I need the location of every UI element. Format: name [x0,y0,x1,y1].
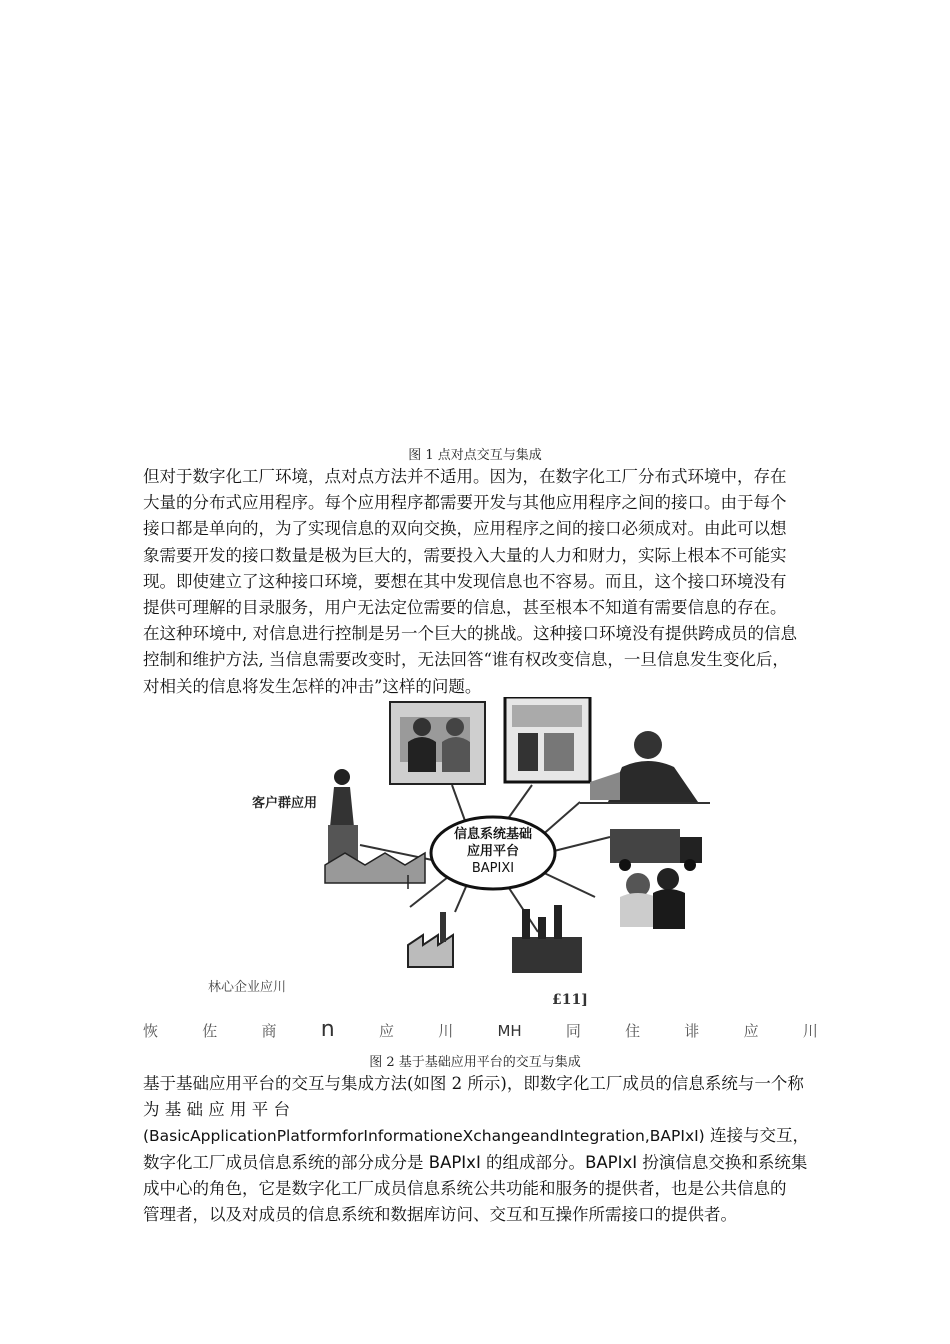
garbled-char: 商 [261,1022,277,1040]
paragraph-2-line: 管理者，以及对成员的信息系统和数据库访问、交互和互操作所需接口的提供者。 [143,1205,737,1225]
garbled-char: 川 [438,1022,454,1040]
garbled-char: 同 [565,1022,581,1040]
paragraph-2-text: 扮演信息交换和系统集 [637,1152,808,1172]
garbled-label-row [143,1017,818,1042]
justified-word: 用 [230,1100,247,1120]
paragraph-2-line [143,1150,818,1176]
justified-word: 为 [143,1100,160,1120]
platform-label-line1: 信息系统基础 [453,827,533,842]
garbled-char: 恢 [143,1022,159,1040]
factory-small-image [408,912,453,967]
justified-word: 应 [208,1100,225,1120]
garbled-char: 住 [625,1022,641,1040]
catalog-book-image [505,697,590,782]
paragraph-1-line: 现。即使建立了这种接口环境，要想在其中发现信息也不容易。而且，这个接口环境没有 [143,571,787,591]
justified-word: 基 [164,1100,182,1120]
customer-group-label: 客户群应用 [252,796,318,811]
garbled-char: 川 [802,1022,818,1040]
figure1-caption: 图 1 点对点交互与集成 [408,448,542,463]
acronym-expansion: (BasicApplicationPlatformforInformationeXchangeandIntegration,BAPIxI) [143,1127,705,1146]
paragraph-1-line: 大量的分布式应用程序。每个应用程序都需要开发与其他应用程序之间的接口。由于每个 [143,493,787,513]
acronym: BAPIxI [428,1152,481,1172]
acronym: BAPIxI [585,1152,638,1172]
garbled-char: 佐 [202,1022,218,1040]
paragraph-1-line: 接口都是单向的，为了实现信息的双向交换，应用程序之间的接口必须成对。由此可以想 [143,519,787,539]
paragraph-2-line: 基于基础应用平台的交互与集成方法(如图 2 所示)，即数字化工厂成员的信息系统与一个称 [143,1074,804,1093]
paragraph-2 [143,1071,818,1228]
figure2-caption: 图 2 基于基础应用平台的交互与集成 [369,1055,581,1070]
paragraph-2-line: 成中心的角色，它是数字化工厂成员信息系统公共功能和服务的提供者，也是公共信息的 [143,1178,787,1198]
paragraph-2-text: 连接与交互， [704,1126,809,1146]
paragraph-2-justified-line [143,1097,818,1123]
justified-word: 平 [251,1100,269,1120]
paragraph-2-text: 数字化工厂成员信息系统的部分成分是 [143,1152,429,1172]
paragraph-1-line: 但对于数字化工厂环境，点对点方法并不适用。因为，在数字化工厂分布式环境中，存在 [143,467,787,486]
garbled-char: n [320,1017,335,1042]
garbled-char: 诽 [684,1022,700,1040]
garbled-char: MH [497,1022,522,1040]
truck-image [610,829,702,871]
platform-label-line2: 应用平台 [466,844,520,859]
paragraph-1-line: 象需要开发的接口数量是极为巨大的，需要投入大量的人力和财力，实际上根本不可能实 [143,545,787,565]
paragraph-1-line: 提供可理解的目录服务，用户无法定位需要的信息，甚至根本不知道有需要信息的存在。 [143,598,787,618]
justified-word: 台 [273,1100,290,1120]
person-laptop-image [580,731,710,803]
garbled-char: 应 [378,1022,394,1040]
reference-mark: £11] [552,992,588,1008]
paragraph-1-line: 对相关的信息将发生怎样的冲击”这样的问题。 [143,676,482,696]
paragraph-2-text: 的组成部分。 [480,1152,586,1172]
paragraph-2-line [143,1123,818,1149]
office-workers-image [390,702,485,784]
paragraph-1 [143,464,818,700]
justified-word: 础 [186,1100,203,1120]
paragraph-1-line: 在这种环境中, 对信息进行控制是另一个巨大的挑战。这种接口环境没有提供跨成员的信息 [143,624,797,644]
factory-dark-image [512,905,582,973]
customer-group-image [325,769,425,883]
platform-label-line3: BAPIXI [471,861,515,876]
figure2-diagram [250,697,710,982]
garbled-char: 应 [743,1022,759,1040]
enterprise-app-label: 林心企业应川 [208,980,287,995]
customer-phone-image [620,868,685,929]
paragraph-1-line: 控制和维护方法, 当信息需要改变时，无法回答“谁有权改变信息，一旦信息发生变化后， [143,650,789,670]
